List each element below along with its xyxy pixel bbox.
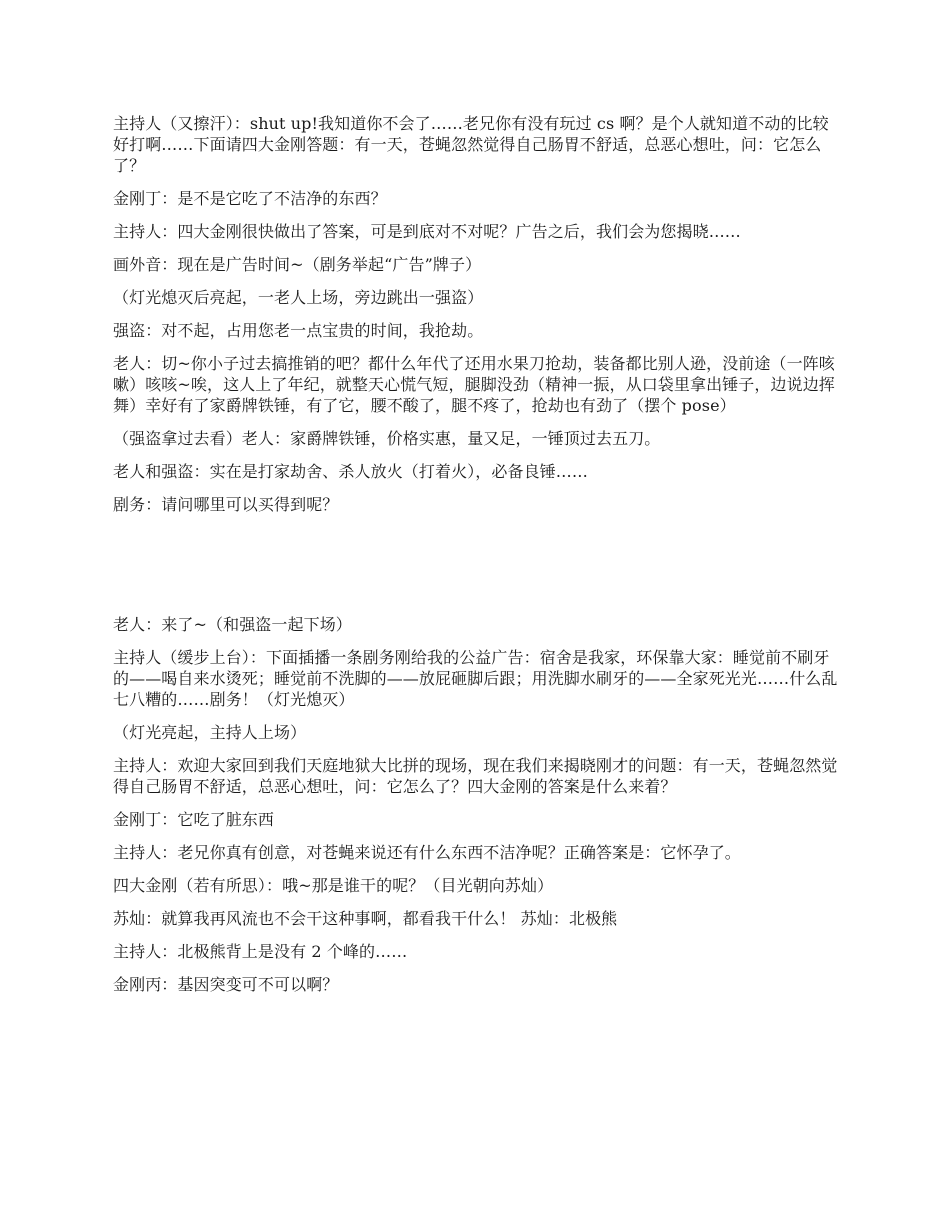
paragraph: 老人和强盗：实在是打家劫舍、杀人放火（打着火），必备良锤…… [113, 462, 589, 481]
paragraph: （灯光亮起，主持人上场） [113, 723, 307, 742]
paragraph: 苏灿：就算我再风流也不会干这种事啊，都看我干什么！ 苏灿：北极熊 [113, 909, 618, 928]
paragraph: （灯光熄灭后亮起，一老人上场，旁边跳出一强盗） [113, 288, 484, 307]
paragraph: 老人：切~你小子过去搞推销的吧？都什么年代了还用水果刀抢劫，装备都比别人逊，没前途（一阵咳嗽）咳咳~唉，这人上了年纪，就整天心慌气短，腿脚没劲（精神一振，从口袋里拿出锤子，边说边挥舞）幸好有了家爵牌铁锤，有了它，腰不酸了，腿不疼了，抢劫也有劲了（摆个 pose） [113, 354, 835, 415]
page-gap [113, 527, 841, 614]
paragraph: 金刚丙：基因突变可不可以啊？ [113, 975, 339, 994]
document-page [113, 113, 841, 1007]
paragraph: 老人：来了~（和强盗一起下场） [113, 615, 352, 634]
paragraph: 主持人（又擦汗）：shut up!我知道你不会了……老兄你有没有玩过 cs 啊？是个人就知道不动的比较好打啊……下面请四大金刚答题：有一天，苍蝇忽然觉得自己肠胃不舒适，总恶心想吐，问：它怎么了？ [113, 114, 829, 175]
paragraph: 剧务：请问哪里可以买得到呢？ [113, 495, 339, 514]
paragraph: （强盗拿过去看）老人：家爵牌铁锤，价格实惠，量又足，一锤顶过去五刀。 [113, 429, 661, 448]
paragraph: 主持人：老兄你真有创意，对苍蝇来说还有什么东西不洁净呢？正确答案是：它怀孕了。 [113, 843, 741, 862]
paragraph: 主持人：欢迎大家回到我们天庭地狱大比拼的现场，现在我们来揭晓刚才的问题：有一天，苍蝇忽然觉得自己肠胃不舒适，总恶心想吐，问：它怎么了？四大金刚的答案是什么来着？ [113, 756, 838, 796]
paragraph: 金刚丁：是不是它吃了不洁净的东西？ [113, 189, 387, 208]
paragraph: 主持人：北极熊背上是没有 2 个峰的…… [113, 942, 408, 961]
paragraph: 主持人（缓步上台）：下面插播一条剧务刚给我的公益广告：宿舍是我家，环保靠大家：睡觉前不刷牙的——喝自来水烫死；睡觉前不洗脚的——放屁砸脚后跟；用洗脚水刷牙的——全家死光光……什么乱七八糟的……剧务！（灯光熄灭） [113, 648, 838, 709]
paragraph: 主持人：四大金刚很快做出了答案，可是到底对不对呢？广告之后，我们会为您揭晓…… [113, 222, 741, 241]
paragraph: 金刚丁：它吃了脏东西 [113, 810, 275, 829]
paragraph: 四大金刚（若有所思）：哦~那是谁干的呢？（目光朝向苏灿） [113, 876, 554, 895]
paragraph: 画外音：现在是广告时间~（剧务举起“广告”牌子） [113, 255, 482, 274]
paragraph: 强盗：对不起，占用您老一点宝贵的时间，我抢劫。 [113, 321, 484, 340]
